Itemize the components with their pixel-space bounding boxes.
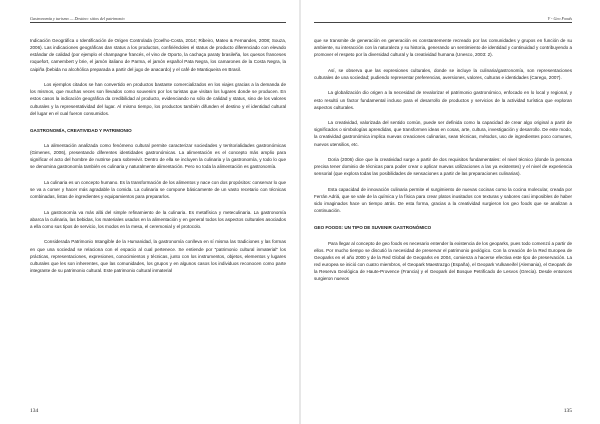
running-header-left	[30, 16, 286, 23]
right-page	[300, 0, 600, 424]
paragraph: que se transmite de generación en generación es constantemente recreado por las comunidades y grupos en función de su ambiente, su interacción con la naturaleza y su historia, generando un sentimiento de identidad y continuidad y contribuyendo a promover el respeto por la diversidad cultural y la creatividad humana (Unesco, 2003: 2).	[314, 38, 572, 58]
paragraph: Así, se observa que las expresiones culturales, donde se incluye la culinaria/gastronomía, son representaciones culturales de una sociedad; pudiendo representar preferencias, aversiones, valores, culturas e identidades (Carego, 2007).	[314, 67, 572, 80]
right-page-body	[314, 37, 572, 283]
running-header-right	[314, 16, 572, 23]
paragraph: La culinaria es un concepto humano. Es la transformación de los alimentos y nace con dos propósitos: conservar lo que se va a comer y hacer más agradable la comida. La culinaria se compone básicamente de un vasto recetario con técnicas combinadas, listas de ingredientes y equipamientos para prepararlos.	[30, 179, 286, 200]
paragraph: Para llegar al concepto de geo foods es necesario entender la existencia de los geoparks, pues todo comenzó a partir de ellos. Por mucho tiempo se discutió la necesidad de preservar el patrimonio geológico. Con la creación de la Red Europea de Geoparks en el año 2000 y de la Red Global de Geoparks en 2004, comienza a hacerse efectiva este tipo de preservación. La red europea se inició con cuatro miembros, el Geopark Maestrazgo (España), el Geopark Vulkaneifel (Alemania), el Geopark de la Reserva Geológica de Haute-Provence (Francia) y el Geopark del Bosque Petrificado de Lesvos (Grecia). Desde entonces surgieron nuevos	[314, 240, 572, 282]
running-header-text: Gastronomía y turismo — Destino: sitios del patrimonio	[30, 16, 125, 21]
paragraph: Los ejemplos citados se han convertido en productos bastante comercializados en los viajes gracias a la demanda de los mismos, que muchas veces son llevados como souvenirs por los turistas que visitan los lugares donde se producen. En estos casos la indicación geográfica da credibilidad al producto, evidenciando no sólo de calidad y status, sino de los valores culturales y la representatividad del lugar. Al mismo tiempo, los productos también difunden el destino y el identidad cultural del lugar en el cual fueron consumidos.	[30, 82, 286, 116]
paragraph: La globalización dio origen a la necesidad de revalorizar el patrimonio gastronómico, enfocado en lo local y regional, y esto resultó un factor fundamental incluso para el desarrollo de productos y servicios de la actividad turística que exploran aspectos culturales.	[314, 90, 572, 110]
section-heading: GASTRONOMÍA, CREATIVIDAD Y PATRIMONIO	[30, 127, 132, 133]
section-heading: GEO FOODS: UN TIPO DE SUVENIR GASTRONÓMICO	[314, 225, 432, 231]
running-header-text: V - Geo Foods	[547, 16, 572, 21]
paragraph: Esta capacidad de innovación culinaria permite el surgimiento de nuevas cocinas como la cocina molecular, creada por Ferrán Adriá, que se vale de la química y la física para crear platos inusitados con texturas y sabores casi imposibles de haber sido imaginados hace un tiempo atrás. De esta forma, gracias a la creatividad surgieron los geo foods que se analizan a continuación.	[314, 186, 572, 214]
paragraph: La creatividad, valorizada del sentido común, puede ser definida como la capacidad de crear algo original a partir de significados o simbologías aprendidas, que transformen ideas en cosas, arte, cultura, investigación y desarrollo. De este modo, la creatividad gastronómica implica nuevas creaciones culinarias, sean técnicas, métodos, uso de ingredientes poco comunes, nuevos utensilios, etc.	[314, 120, 572, 147]
paragraph: Doria (2006) dice que la creatividad surge a partir de dos requisitos fundamentales: el nivel técnico (donde la persona precisa tener dominio de técnicas para poder crear o aplicar nuevas utilizaciones a las ya existentes) y el nivel de experiencia sensorial (que explora todas las posibilidades de sensaciones a partir de las preparaciones culinarias).	[314, 157, 572, 177]
left-page-body	[30, 37, 286, 274]
page-number: 135	[563, 408, 572, 414]
page-number: 134	[30, 408, 39, 414]
paragraph: La alimentación analizada como fenómeno cultural permite caracterizar sociedades y territorialidades gastronómicas (Gimenes, 2006), presentando diferentes identidades gastronómicas. La alimentación es el concepto más amplio para significar el acto del hombre de nutrirse para sobrevivir. Dentro de ella se incluyen la culinaria y la gastronomía, y todo lo que se denomina gastronomía también es culinaria y naturalmente alimentación. Pero no toda la alimentación es gastronomía.	[30, 143, 286, 170]
paragraph: Considerada Patrimonio Intangible de la Humanidad, la gastronomía conlleva en sí misma las tradiciones y las formas en que una sociedad se relaciona con el espacio al cual pertenece. Se entiende por "patrimonio cultural inmaterial" los prácticas, representaciones, expresiones, conocimientos y técnicas, junto con los instrumentos, objetos, elementos y lugares culturales que les son inherentes, que las comunidades, los grupos y en algunos casos los individuos reconocen como parte integrante de su patrimonio cultural. Este patrimonio cultural inmaterial	[30, 239, 286, 274]
paragraph: Indicación Geográfica o Identificación de Origen Controlada (Coelho-Costa, 2014; Ribeiro, Mateo & Fernandes, 2008; Souza, 2006). Las indicaciones geográficas dan status a los productos, confiriéndoles el status de producto diferenciado con elevado estándar de calidad (por ejemplo el champagne francés, el vino de Oporto, la cachaça paraty brasileña, los quesos franceses roquefort, camembert y brie, el jamón italiano de Parma, el jamón español Pata Negra, los camarones de la Costa Negra, la caipiña (bebida no alcohólica preparada a partir del jugo de anacardo) y el café de Mantiqueira en Brasil.	[30, 38, 286, 72]
paragraph: La gastronomía va más allá del simple refinamiento de la culinaria. Es metafísica y meteculinaria. La gastronomía abarca la culinaria, las bebidas, los materiales usados en la alimentación y en general todos los aspectos culturales asociados a ella como sus tipos de servicio, los modos en la mesa, el ceremonial y el protocolo.	[30, 209, 286, 230]
